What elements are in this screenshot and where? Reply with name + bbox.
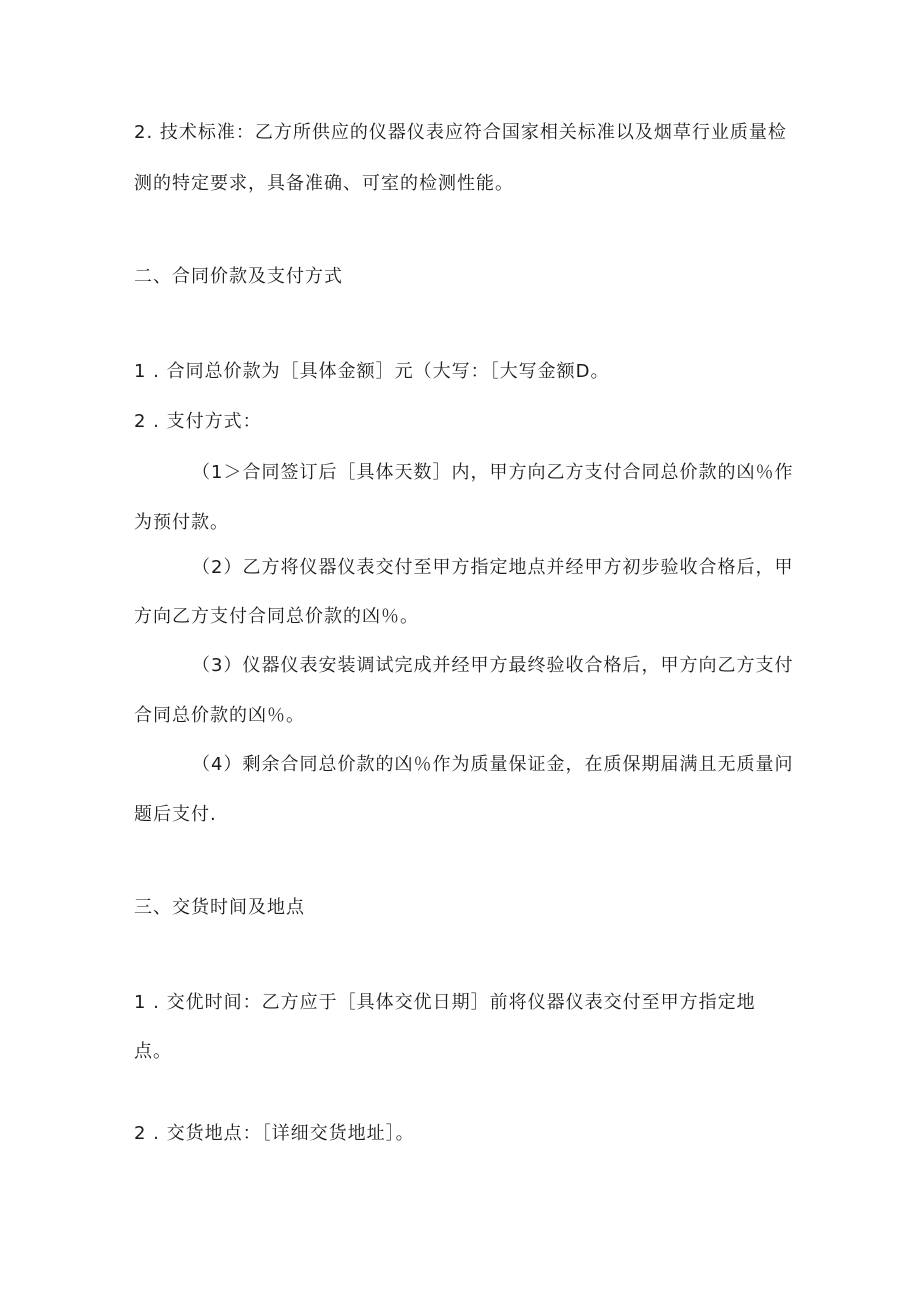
payment-sub-4-line-2: 题后支付. xyxy=(134,804,217,825)
section-3-item-1-line-2: 点。 xyxy=(134,1041,172,1062)
payment-sub-4-line-1: （4）剩余合同总价款的凶％作为质量保证金，在质保期届满且无质量问 xyxy=(192,754,794,775)
payment-sub-1-line-1: （1＞合同签订后［具体天数］内，甲方向乙方支付合同总价款的凶％作 xyxy=(192,462,794,483)
section-3-heading: 三、交货时间及地点 xyxy=(134,897,305,918)
tech-standard-line-2: 测的特定要求，具备准确、可室的检测性能。 xyxy=(134,173,514,194)
section-2-item-1: 1 . 合同总价款为［具体金额］元（大写：［大写金额D。 xyxy=(134,361,610,382)
payment-sub-3-line-2: 合同总价款的凶％。 xyxy=(134,705,305,726)
section-3-item-1-line-1: 1 . 交优时间：乙方应于［具体交优日期］前将仪器仪表交付至甲方指定地 xyxy=(134,992,756,1013)
tech-standard-line-1: 2. 技术标准：乙方所供应的仪器仪表应符合国家相关标准以及烟草行业质量检 xyxy=(134,122,787,143)
section-2-item-2: 2 . 支付方式： xyxy=(134,411,262,432)
payment-sub-2-line-2: 方向乙方支付合同总价款的凶％。 xyxy=(134,606,419,627)
payment-sub-2-line-1: （2）乙方将仪器仪表交付至甲方指定地点并经甲方初步验收合格后，甲 xyxy=(192,557,794,578)
section-3-item-2: 2 . 交货地点：［详细交货地址］。 xyxy=(134,1123,415,1144)
payment-sub-3-line-1: （3）仪器仪表安装调试完成并经甲方最终验收合格后，甲方向乙方支付 xyxy=(192,655,794,676)
payment-sub-1-line-2: 为预付款。 xyxy=(134,512,229,533)
section-2-heading: 二、合同价款及支付方式 xyxy=(134,266,343,287)
